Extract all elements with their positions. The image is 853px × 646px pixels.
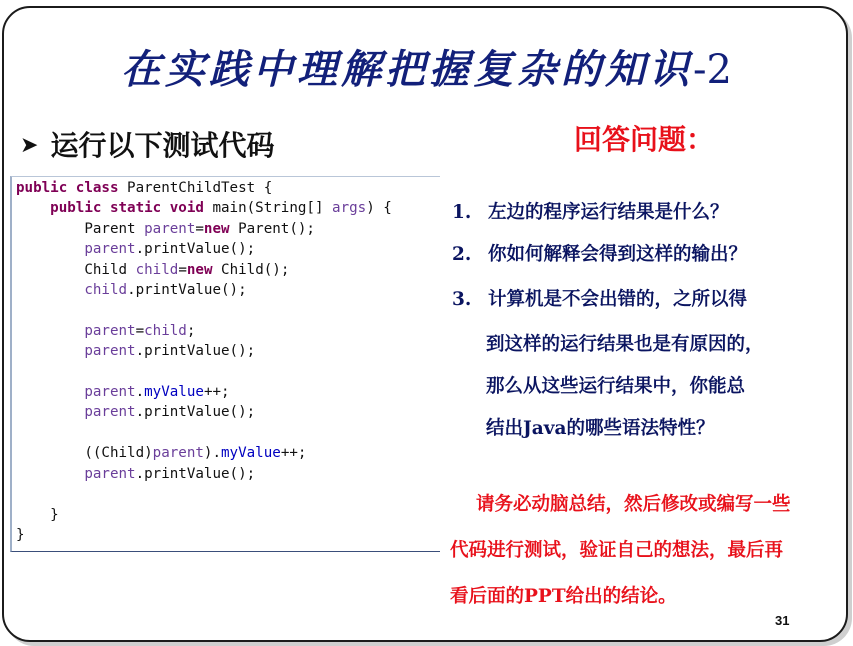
bullet-run-test-code <box>20 124 274 164</box>
code-token: main(String[] <box>203 200 333 217</box>
code-token <box>16 282 84 298</box>
slide-title <box>0 38 853 95</box>
code-token: .printValue(); <box>127 282 247 299</box>
question-item-3 <box>452 285 747 311</box>
code-line <box>16 402 392 422</box>
question-item-2 <box>452 240 747 266</box>
code-token: parent <box>84 404 136 421</box>
note-line: 请务必动脑总结，然后修改或编写一些 <box>476 494 791 515</box>
code-line <box>16 464 392 484</box>
code-token: ). <box>203 445 222 462</box>
code-line <box>16 484 392 504</box>
code-token: ParentChildTest { <box>118 180 273 196</box>
code-token: .printValue(); <box>135 465 256 482</box>
code-token: .printValue(); <box>135 241 256 258</box>
code-token: ) { <box>366 200 392 217</box>
code-token: ++; <box>280 445 307 462</box>
code-line <box>16 443 392 463</box>
code-token: ; <box>186 322 196 339</box>
arrow-bullet-icon: ➤ <box>20 133 39 158</box>
code-token: = <box>135 322 145 339</box>
question-3-continuation-line: 那么从这些运行结果中，你能总 <box>486 376 746 397</box>
code-line <box>16 362 392 382</box>
code-token: } <box>16 506 59 523</box>
question-number: 1. <box>452 202 472 223</box>
question-text: 你如何解释会得到这样的输出？ <box>488 244 748 265</box>
page-number: 31 <box>775 613 790 628</box>
code-token: = <box>195 220 204 237</box>
code-token: Child(); <box>212 261 290 278</box>
code-token <box>16 384 84 400</box>
code-token <box>16 241 84 257</box>
code-line <box>16 178 392 198</box>
code-token <box>16 343 84 359</box>
code-token: Child <box>16 261 136 278</box>
answer-questions-heading: 回答问题： <box>574 123 715 156</box>
question-3-continuation-line: 结出Java的哪些语法特性？ <box>486 418 715 439</box>
code-token: Parent <box>16 220 145 237</box>
code-token: parent <box>84 465 136 482</box>
question-item-1 <box>452 198 729 224</box>
question-number: 2. <box>452 244 472 265</box>
code-token: . <box>135 384 145 401</box>
code-token: args <box>332 200 367 217</box>
code-token: public static void <box>50 200 204 217</box>
code-token: parent <box>152 445 204 462</box>
code-token: } <box>16 526 25 543</box>
code-line <box>16 321 392 341</box>
code-line <box>16 219 392 239</box>
question-3-continuation-line: 到这样的运行结果也是有原因的， <box>486 334 764 355</box>
code-token <box>16 200 50 216</box>
code-line <box>16 239 392 259</box>
code-token: parent <box>84 384 136 401</box>
question-text: 计算机是不会出错的，之所以得 <box>488 289 748 310</box>
code-line <box>16 382 392 402</box>
code-token: public class <box>16 180 119 196</box>
code-line <box>16 505 392 525</box>
code-token: ++; <box>203 384 230 401</box>
question-number: 3. <box>452 289 472 310</box>
code-line <box>16 300 392 320</box>
code-token: child <box>84 282 128 299</box>
code-token <box>16 466 84 482</box>
slide-title-main: 在实践中理解把握复杂的知识 <box>121 46 694 93</box>
java-code-block <box>16 178 392 545</box>
code-token: ((Child) <box>16 445 153 462</box>
code-token: child <box>135 261 179 278</box>
code-line <box>16 280 392 300</box>
code-token: myValue <box>144 384 204 401</box>
code-token: Parent(); <box>229 220 315 237</box>
question-text: 左边的程序运行结果是什么？ <box>488 202 729 223</box>
code-line <box>16 341 392 361</box>
code-token: new <box>186 261 213 278</box>
code-token <box>16 323 84 339</box>
code-token <box>16 404 84 420</box>
code-token: .printValue(); <box>135 343 256 360</box>
note-line: 代码进行测试，验证自己的想法，最后再 <box>450 540 784 561</box>
code-line <box>16 260 392 280</box>
code-token: myValue <box>221 445 281 462</box>
code-token: .printValue(); <box>135 404 256 421</box>
code-token: parent <box>144 220 196 237</box>
code-token: parent <box>84 343 136 360</box>
code-line <box>16 423 392 443</box>
code-token: child <box>144 322 187 339</box>
code-token: parent <box>84 322 136 339</box>
code-line <box>16 525 392 545</box>
code-line <box>16 198 392 218</box>
slide-title-suffix: -2 <box>693 47 732 93</box>
note-line: 看后面的PPT给出的结论。 <box>450 586 677 607</box>
code-token: new <box>203 220 230 237</box>
code-token: parent <box>84 241 136 258</box>
code-token: = <box>178 261 187 278</box>
bullet-text: 运行以下测试代码 <box>50 129 275 162</box>
